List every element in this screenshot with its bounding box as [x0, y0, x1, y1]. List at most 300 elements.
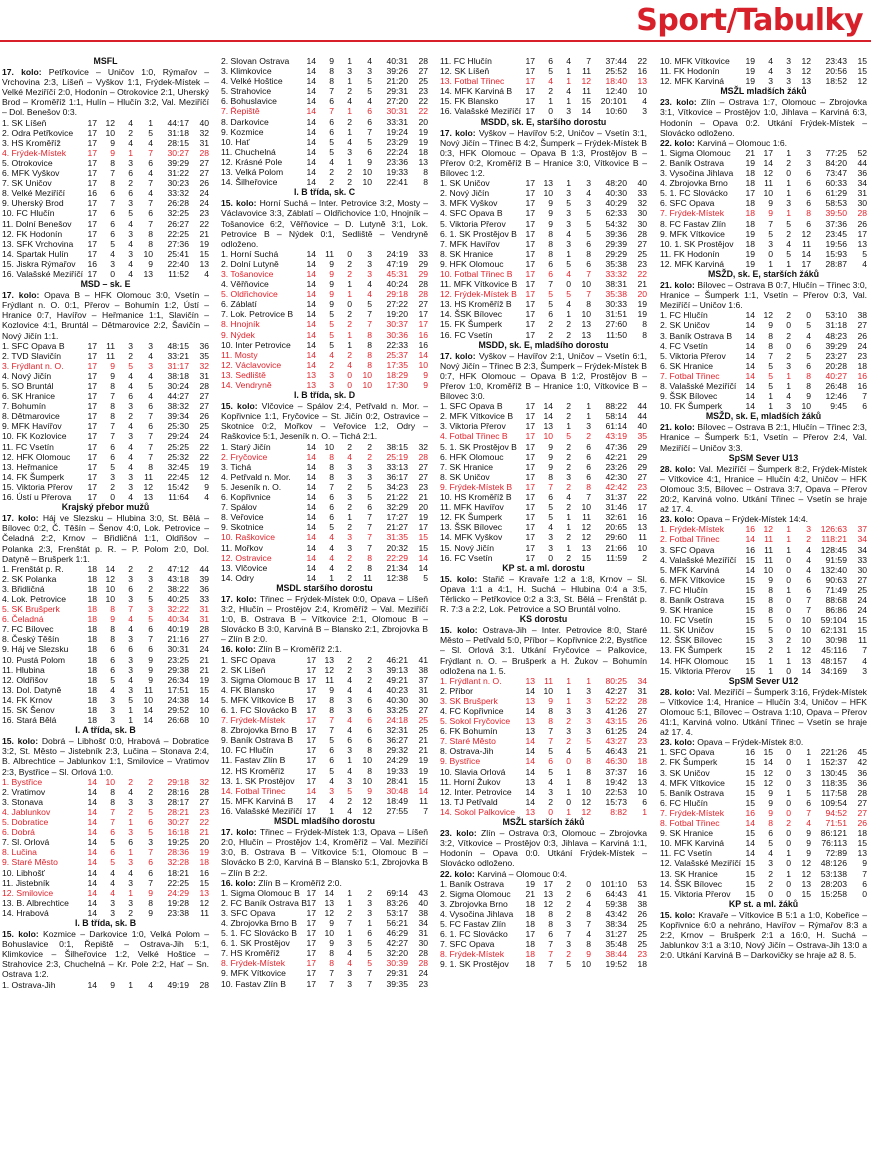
table-row [440, 188, 647, 198]
cell-points: 27 [857, 807, 867, 818]
cell-wins: 4 [110, 887, 115, 898]
cell-points: 19 [418, 755, 428, 766]
cell-wins: 6 [110, 827, 115, 838]
cell-matches: 17 [87, 431, 97, 442]
section-title: Krajský přebor mužů [61, 502, 150, 513]
cell-points: 17 [418, 309, 428, 320]
cell-losses: 6 [586, 258, 591, 269]
cell-points: 16 [857, 381, 867, 391]
cell-matches: 17 [525, 441, 535, 452]
cell-team-name: 12. ŠSK Bílovec [660, 635, 723, 646]
cell-matches: 14 [87, 806, 97, 817]
cell-wins: 12 [105, 573, 115, 584]
cell-team-name: 12. FK Hodonín [2, 228, 63, 239]
cell-team-name: 1. Baník Ostrava [440, 878, 505, 889]
table-row [440, 452, 647, 462]
cell-matches: 17 [87, 228, 97, 239]
cell-team-name: 6. SK Hranice [660, 360, 714, 371]
cell-score: 29:31 [386, 86, 408, 97]
cell-points: 19 [418, 512, 428, 523]
cell-team-name: 10. HS Kroměříž B [440, 492, 512, 503]
cell-losses: 6 [586, 461, 591, 472]
cell-matches: 18 [87, 573, 97, 584]
cell-wins: 5 [768, 360, 773, 371]
cell-team-name: 16. FC Vsetín [440, 552, 493, 563]
cell-score: 77:25 [825, 147, 847, 158]
cell-wins: 3 [548, 542, 553, 553]
cell-team-name: 8. Hnojník [221, 319, 260, 330]
cell-score: 31:18 [825, 320, 847, 331]
cell-wins: 9 [329, 684, 334, 695]
cell-draws: 3 [347, 745, 352, 756]
cell-draws: 3 [786, 198, 791, 209]
cell-losses: 4 [586, 188, 591, 199]
cell-losses: 6 [148, 421, 153, 432]
standings-table [2, 980, 209, 990]
table-row [221, 532, 428, 542]
cell-losses: 5 [367, 76, 372, 87]
cell-team-name: 10. Libhošť [2, 867, 45, 878]
cell-team-name: 4. Nový Jičín [2, 370, 52, 381]
cell-points: 25 [637, 929, 647, 940]
cell-team-name: 3. SFC Opava [221, 907, 276, 918]
cell-team-name: 8. SK Uničov [440, 471, 490, 482]
cell-losses: 8 [806, 370, 811, 381]
cell-wins: 8 [548, 716, 553, 727]
cell-team-name: 3. SK Uničov [660, 767, 710, 778]
table-row [221, 675, 428, 685]
section-title: MSD – sk. E [80, 279, 131, 290]
cell-wins: 10 [763, 564, 773, 575]
cell-losses: 8 [806, 208, 811, 219]
cell-draws: 6 [347, 735, 352, 746]
cell-matches: 15 [745, 757, 755, 768]
cell-points: 27 [199, 157, 209, 168]
cell-draws: 1 [566, 178, 571, 189]
cell-team-name: 4. Jablunkov [2, 806, 51, 817]
cell-draws: 1 [128, 847, 133, 858]
cell-wins: 10 [543, 685, 553, 696]
cell-losses: 4 [148, 350, 153, 361]
cell-team-name: 1. FC Hlučín [660, 310, 708, 321]
cell-draws: 2 [128, 776, 133, 787]
table-row [440, 198, 647, 208]
cell-score: 22:41 [386, 177, 408, 188]
cell-draws: 3 [128, 340, 133, 351]
table-row [2, 797, 209, 807]
cell-draws: 3 [347, 705, 352, 715]
results-paragraph: 17. kolo: Petřkovice – Uničov 1:0, Rýmařov – Vrchovina 2:3, Líšeň – Vyškov 1:1, Frýdek-Místek – Velké Meziříčí 2:0, Hodonín – Otrokovice 2:1, Uherský Brod – Kroměříž 1:1, Hulín – Hlučín 3:2, Val. Meziříčí – Dol. Benešov 0:3. [2, 67, 209, 118]
cell-score: 26:28 [167, 198, 189, 209]
cell-score: 43:19 [605, 431, 627, 442]
cell-team-name: 9. Staré Město [2, 857, 58, 868]
cell-wins: 4 [768, 56, 773, 66]
cell-points: 38 [418, 907, 428, 918]
table-section [221, 187, 428, 390]
table-row [440, 442, 647, 452]
cell-draws: 0 [347, 380, 352, 390]
standings-table [221, 888, 428, 989]
cell-losses: 6 [367, 928, 372, 939]
cell-score: 32:28 [167, 857, 189, 868]
cell-score: 45:116 [821, 645, 847, 656]
cell-matches: 18 [745, 218, 755, 229]
cell-wins: 2 [548, 329, 553, 340]
cell-matches: 17 [525, 411, 535, 422]
table-row [660, 808, 867, 818]
cell-score: 21:34 [386, 562, 408, 573]
cell-wins: 8 [768, 594, 773, 605]
cell-wins: 3 [768, 635, 773, 646]
cell-losses: 1 [367, 917, 372, 928]
cell-wins: 4 [110, 867, 115, 878]
cell-losses: 5 [806, 787, 811, 798]
cell-wins: 5 [548, 746, 553, 757]
cell-matches: 19 [745, 56, 755, 66]
cell-matches: 14 [87, 817, 97, 828]
table-row [2, 229, 209, 239]
cell-points: 36 [199, 340, 209, 351]
table-row [660, 310, 867, 320]
table-row [660, 371, 867, 381]
cell-losses: 8 [148, 238, 153, 249]
cell-score: 22:24 [386, 146, 408, 157]
cell-draws: 0 [786, 878, 791, 889]
standings-table [221, 442, 428, 583]
cell-matches: 17 [525, 188, 535, 199]
cell-draws: 4 [347, 451, 352, 462]
cell-score: 25:37 [386, 349, 408, 360]
cell-wins: 6 [110, 664, 115, 675]
cell-score: 23:25 [167, 654, 189, 665]
cell-draws: 2 [566, 532, 571, 543]
cell-points: 41 [637, 888, 647, 899]
cell-wins: 4 [329, 562, 334, 573]
cell-draws: 0 [786, 554, 791, 565]
cell-wins: 3 [768, 238, 773, 249]
cell-wins: 8 [329, 705, 334, 715]
cell-points: 16 [199, 867, 209, 878]
cell-draws: 3 [128, 198, 133, 209]
cell-points: 15 [418, 542, 428, 553]
cell-losses: 5 [148, 614, 153, 625]
cell-team-name: 6. 1. FC Slovácko [440, 929, 508, 940]
cell-matches: 14 [306, 156, 316, 167]
cell-wins: 13 [543, 888, 553, 899]
cell-points: 24 [199, 188, 209, 199]
cell-score: 18:40 [605, 76, 627, 87]
cell-wins: 7 [548, 939, 553, 950]
cell-points: 17 [418, 522, 428, 533]
cell-points: 18 [857, 360, 867, 371]
table-row [221, 958, 428, 968]
cell-losses: 12 [801, 66, 811, 77]
cell-team-name: 8. Valašské Meziříčí [660, 381, 737, 391]
cell-score: 71:51 [825, 818, 847, 829]
results-paragraph: 28. kolo: Val. Meziříčí – Šumperk 8:2, Frýdek-Místek – Vítkovice 4:1, Hranice – Hlučín 4:2, Uničov – HFK Olomouc 3:5, Bílovec – Ostrava 3:7, Opava – Přerov 20:2, Karviná volno. Utkání Třinec – Vsetín se hraje až 17. 4. [660, 463, 867, 515]
cell-wins: 8 [110, 411, 115, 422]
cell-score: 35:38 [605, 289, 627, 300]
cell-points: 9 [862, 858, 867, 869]
cell-matches: 17 [306, 674, 316, 685]
cell-team-name: 6. Dobrá [2, 827, 35, 838]
cell-wins: 1 [768, 665, 773, 676]
table-row [440, 532, 647, 542]
table-row [660, 848, 867, 858]
cell-points: 19 [199, 847, 209, 858]
results-paragraph: 15. kolo: Kravaře – Vítkovice B 5:1 a 1:0, Kobeřice – Kopřivnice 6:0 a nehráno, Havířov – Rýmařov 8:3 a 2:2, Krnov – Brušperk 2:1 a 16:0, H. Suchá – Jablunkov 3:1 a 3:10, Nový Jičín – Ostrava-Jih 13:0 a 2:0. Utkání Karviná B – Darkovičky se hraje až 8. 5. [660, 909, 867, 961]
table-row [221, 492, 428, 502]
cell-team-name: 13. SK Hranice [660, 868, 718, 879]
cell-losses: 6 [806, 360, 811, 371]
cell-losses: 1 [806, 747, 811, 758]
cell-losses: 12 [581, 796, 591, 807]
cell-team-name: 14. Hrabová [2, 907, 49, 918]
cell-draws: 2 [128, 907, 133, 918]
cell-points: 23 [418, 86, 428, 97]
cell-draws: 5 [566, 258, 571, 269]
cell-losses: 10 [362, 369, 372, 380]
cell-team-name: 3. Viktoria Přerov [440, 421, 506, 432]
cell-wins: 4 [548, 776, 553, 787]
cell-points: 38 [857, 310, 867, 321]
cell-score: 30:31 [386, 106, 408, 117]
cell-wins: 6 [110, 208, 115, 219]
cell-points: 10 [199, 705, 209, 715]
column-2 [221, 56, 428, 1150]
cell-draws: 0 [786, 564, 791, 575]
cell-losses: 13 [801, 76, 811, 87]
cell-score: 30:27 [167, 817, 189, 828]
cell-score: 27:55 [386, 805, 408, 816]
cell-team-name: 7. SK Hranice [440, 461, 494, 472]
cell-matches: 16 [745, 747, 755, 758]
cell-losses: 4 [586, 929, 591, 940]
table-row [660, 645, 867, 655]
cell-losses: 4 [806, 554, 811, 565]
cell-score: 21:20 [386, 76, 408, 87]
cell-score: 26:68 [167, 715, 189, 726]
cell-wins: 2 [329, 167, 334, 178]
cell-points: 10 [637, 542, 647, 553]
cell-draws: 0 [786, 594, 791, 605]
cell-score: 20:101 [600, 96, 627, 107]
section-title: MSŽD, sk. E, mladších žáků [705, 411, 822, 422]
cell-matches: 17 [745, 188, 755, 199]
cell-points: 15 [857, 66, 867, 77]
cell-losses: 4 [148, 979, 153, 990]
cell-wins: 6 [548, 268, 553, 279]
cell-losses: 12 [581, 76, 591, 87]
cell-draws: 1 [347, 329, 352, 340]
table-row [221, 766, 428, 776]
cell-losses: 7 [148, 198, 153, 209]
cell-losses: 5 [148, 593, 153, 604]
table-row [440, 889, 647, 899]
standings-table [440, 401, 647, 563]
cell-points: 19 [418, 136, 428, 147]
cell-matches: 13 [525, 695, 535, 706]
cell-wins: 1 [768, 391, 773, 402]
cell-wins: 5 [110, 857, 115, 868]
table-row [2, 837, 209, 847]
cell-team-name: 6. FK Bohumín [440, 726, 498, 737]
cell-wins: 1 [768, 655, 773, 666]
cell-losses: 4 [148, 168, 153, 179]
cell-wins: 3 [110, 715, 115, 726]
cell-wins: 11 [764, 554, 773, 565]
cell-matches: 17 [525, 299, 535, 310]
table-row [2, 878, 209, 888]
cell-losses: 12 [362, 795, 372, 806]
cell-score: 46:29 [386, 928, 408, 939]
cell-matches: 21 [745, 147, 755, 158]
cell-draws: 3 [128, 157, 133, 168]
cell-losses: 3 [367, 461, 372, 472]
cell-losses: 8 [367, 349, 372, 360]
table-row [2, 219, 209, 229]
cell-wins: 8 [110, 604, 115, 615]
cell-team-name: 6. Záblatí [221, 299, 257, 310]
cell-draws: 3 [128, 593, 133, 604]
cell-points: 24 [637, 726, 647, 737]
cell-losses: 5 [148, 806, 153, 817]
cell-points: 25 [418, 715, 428, 726]
cell-score: 22:53 [605, 786, 627, 797]
results-paragraph: 22. kolo: Karviná – Olomouc 1:6. [660, 137, 788, 148]
cell-matches: 17 [525, 522, 535, 533]
cell-wins: 7 [768, 218, 773, 229]
cell-matches: 15 [745, 828, 755, 839]
cell-points: 19 [418, 126, 428, 137]
cell-team-name: 7. FC Hlučín [660, 584, 708, 595]
table-row [221, 543, 428, 553]
cell-draws: 2 [566, 461, 571, 472]
cell-draws: 5 [128, 360, 133, 371]
cell-wins: 5 [768, 228, 773, 239]
cell-losses: 10 [362, 755, 372, 766]
cell-wins: 11 [544, 675, 553, 686]
cell-wins: 7 [110, 421, 115, 432]
cell-points: 9 [423, 369, 428, 380]
cell-draws: 1 [566, 776, 571, 787]
cell-team-name: 9. Frýdek-Místek B [440, 481, 513, 492]
cell-matches: 18 [745, 178, 755, 189]
cell-team-name: 3. HS Kroměříž [2, 137, 61, 148]
cell-losses: 9 [806, 838, 811, 849]
cell-losses: 7 [148, 847, 153, 858]
cell-team-name: 13. Dol. Datyně [2, 684, 62, 695]
cell-team-name: 4. Fotbal Třinec B [440, 431, 508, 442]
cell-team-name: 8. Darkovice [221, 116, 269, 127]
cell-losses: 3 [148, 360, 153, 371]
cell-score: 72:89 [825, 848, 847, 859]
cell-draws: 2 [566, 319, 571, 330]
cell-score: 48:23 [825, 330, 847, 341]
cell-team-name: 10. FC Vsetín [660, 615, 713, 626]
table-row [2, 391, 209, 401]
cell-matches: 18 [745, 168, 755, 179]
cell-losses: 4 [148, 391, 153, 402]
cell-score: 40:30 [605, 188, 627, 199]
section-title: SpSM Sever U12 [728, 675, 799, 686]
cell-wins: 3 [110, 694, 115, 705]
cell-points: 15 [857, 625, 867, 636]
cell-draws: 0 [786, 747, 791, 758]
table-row [2, 644, 209, 654]
cell-team-name: 4. FC Kopřivnice [440, 706, 504, 716]
cell-points: 4 [204, 492, 209, 503]
section-title: MSŽD, sk. E, starších žáků [708, 268, 819, 279]
cell-points: 23 [637, 481, 647, 492]
cell-draws: 3 [566, 208, 571, 219]
cell-points: 36 [857, 168, 867, 179]
cell-matches: 13 [525, 776, 535, 787]
cell-points: 35 [637, 431, 647, 442]
cell-draws: 0 [786, 320, 791, 331]
table-row [440, 431, 647, 441]
table-row [440, 746, 647, 756]
cell-wins: 9 [329, 938, 334, 949]
cell-wins: 5 [110, 238, 115, 249]
cell-points: 15 [857, 56, 867, 66]
cell-team-name: 12. Inter. Petrovice [440, 786, 512, 797]
cell-score: 88:22 [605, 401, 627, 412]
table-row [221, 553, 428, 563]
cell-matches: 17 [306, 907, 316, 918]
cell-matches: 17 [525, 218, 535, 229]
cell-draws: 3 [566, 238, 571, 249]
cell-team-name: 11. Mosty [221, 349, 258, 360]
table-row [440, 939, 647, 949]
cell-team-name: 3. Tichá [221, 461, 252, 472]
table-row [440, 777, 647, 787]
cell-matches: 14 [87, 887, 97, 898]
table-row [440, 208, 647, 218]
table-row [2, 695, 209, 705]
cell-matches: 17 [87, 391, 97, 402]
cell-losses: 7 [806, 594, 811, 605]
cell-points: 18 [857, 828, 867, 839]
cell-losses: 3 [367, 258, 372, 269]
cell-wins: 6 [110, 654, 115, 665]
cell-wins: 4 [329, 542, 334, 553]
table-row [440, 726, 647, 736]
cell-points: 18 [637, 959, 647, 970]
cell-team-name: 1. Frýdlant n. O. [440, 675, 502, 686]
cell-points: 44 [857, 157, 867, 168]
cell-draws: 1 [128, 817, 133, 828]
table-section [440, 563, 647, 614]
cell-score: 12:38 [386, 572, 408, 583]
cell-points: 14 [199, 694, 209, 705]
cell-team-name: 8. Frýdek-Místek [221, 958, 285, 969]
table-row [221, 735, 428, 745]
cell-score: 33:31 [386, 116, 408, 127]
cell-matches: 17 [525, 66, 535, 77]
cell-losses: 7 [367, 968, 372, 979]
table-row [440, 421, 647, 431]
cell-points: 5 [862, 248, 867, 259]
cell-wins: 9 [329, 268, 334, 279]
cell-matches: 14 [306, 532, 316, 543]
cell-draws: 2 [347, 268, 352, 279]
cell-team-name: 10. FK Kozlovice [2, 431, 67, 442]
table-row [221, 665, 428, 675]
cell-matches: 13 [306, 369, 316, 380]
cell-wins: 7 [548, 959, 553, 970]
cell-points: 22 [199, 451, 209, 462]
